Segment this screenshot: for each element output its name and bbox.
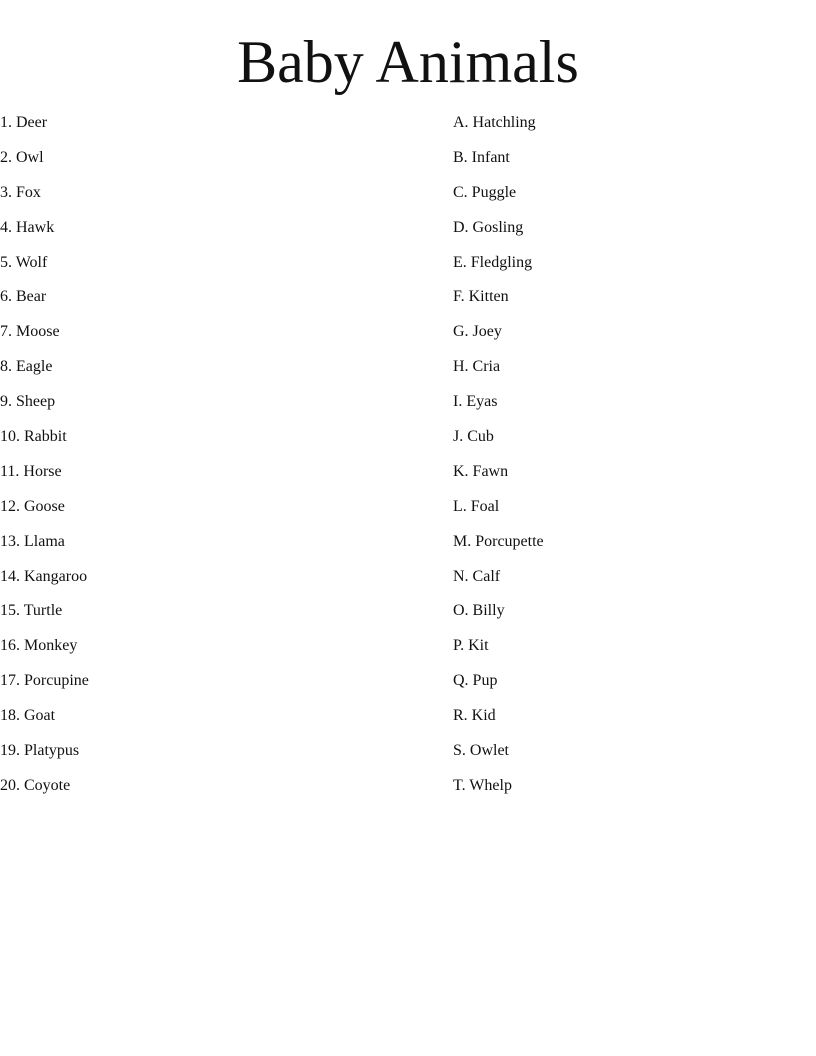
baby-name-item: F. Kitten xyxy=(453,288,509,306)
animal-item: 18. Goat xyxy=(0,707,56,725)
animal-item: 17. Porcupine xyxy=(0,672,89,690)
animal-item: 5. Wolf xyxy=(0,253,48,271)
baby-name-item: D. Gosling xyxy=(453,218,524,236)
baby-name-item: J. Cub xyxy=(453,428,494,446)
animal-item: 7. Moose xyxy=(0,323,60,341)
baby-name-item: Q. Pup xyxy=(453,672,498,690)
baby-name-item: H. Cria xyxy=(453,358,501,376)
baby-name-list xyxy=(453,110,793,808)
baby-name-item: M. Porcupette xyxy=(453,532,544,550)
animal-item: 19. Platypus xyxy=(0,742,80,760)
animal-item: 1. Deer xyxy=(0,114,48,131)
animal-item: 6. Bear xyxy=(0,288,47,306)
baby-name-item: N. Calf xyxy=(453,567,501,585)
baby-name-item: C. Puggle xyxy=(453,183,517,201)
animal-item: 13. Llama xyxy=(0,532,65,550)
baby-name-item: B. Infant xyxy=(453,148,510,166)
animal-item: 14. Kangaroo xyxy=(0,567,88,585)
animal-item: 20. Coyote xyxy=(0,776,71,794)
baby-name-item: E. Fledgling xyxy=(453,253,533,271)
page-title: Baby Animals xyxy=(237,29,579,95)
baby-name-item: S. Owlet xyxy=(453,742,509,760)
animal-item: 8. Eagle xyxy=(0,358,53,376)
animal-item: 9. Sheep xyxy=(0,393,56,411)
baby-name-item: O. Billy xyxy=(453,602,505,620)
baby-name-item: T. Whelp xyxy=(453,776,512,794)
animal-item: 10. Rabbit xyxy=(0,428,67,446)
animal-item: 15. Turtle xyxy=(0,602,63,620)
animal-item: 11. Horse xyxy=(0,462,62,480)
baby-name-item: P. Kit xyxy=(453,637,489,655)
animal-item: 4. Hawk xyxy=(0,218,55,236)
animal-item: 3. Fox xyxy=(0,183,41,201)
baby-name-item: L. Foal xyxy=(453,497,500,515)
animal-list xyxy=(0,110,400,808)
animal-item: 2. Owl xyxy=(0,148,44,166)
baby-name-item: A. Hatchling xyxy=(453,114,536,131)
baby-name-item: K. Fawn xyxy=(453,462,509,480)
baby-name-item: G. Joey xyxy=(453,323,502,341)
baby-name-item: R. Kid xyxy=(453,707,496,725)
baby-name-item: I. Eyas xyxy=(453,393,498,411)
animal-item: 12. Goose xyxy=(0,497,65,515)
animal-item: 16. Monkey xyxy=(0,637,78,655)
